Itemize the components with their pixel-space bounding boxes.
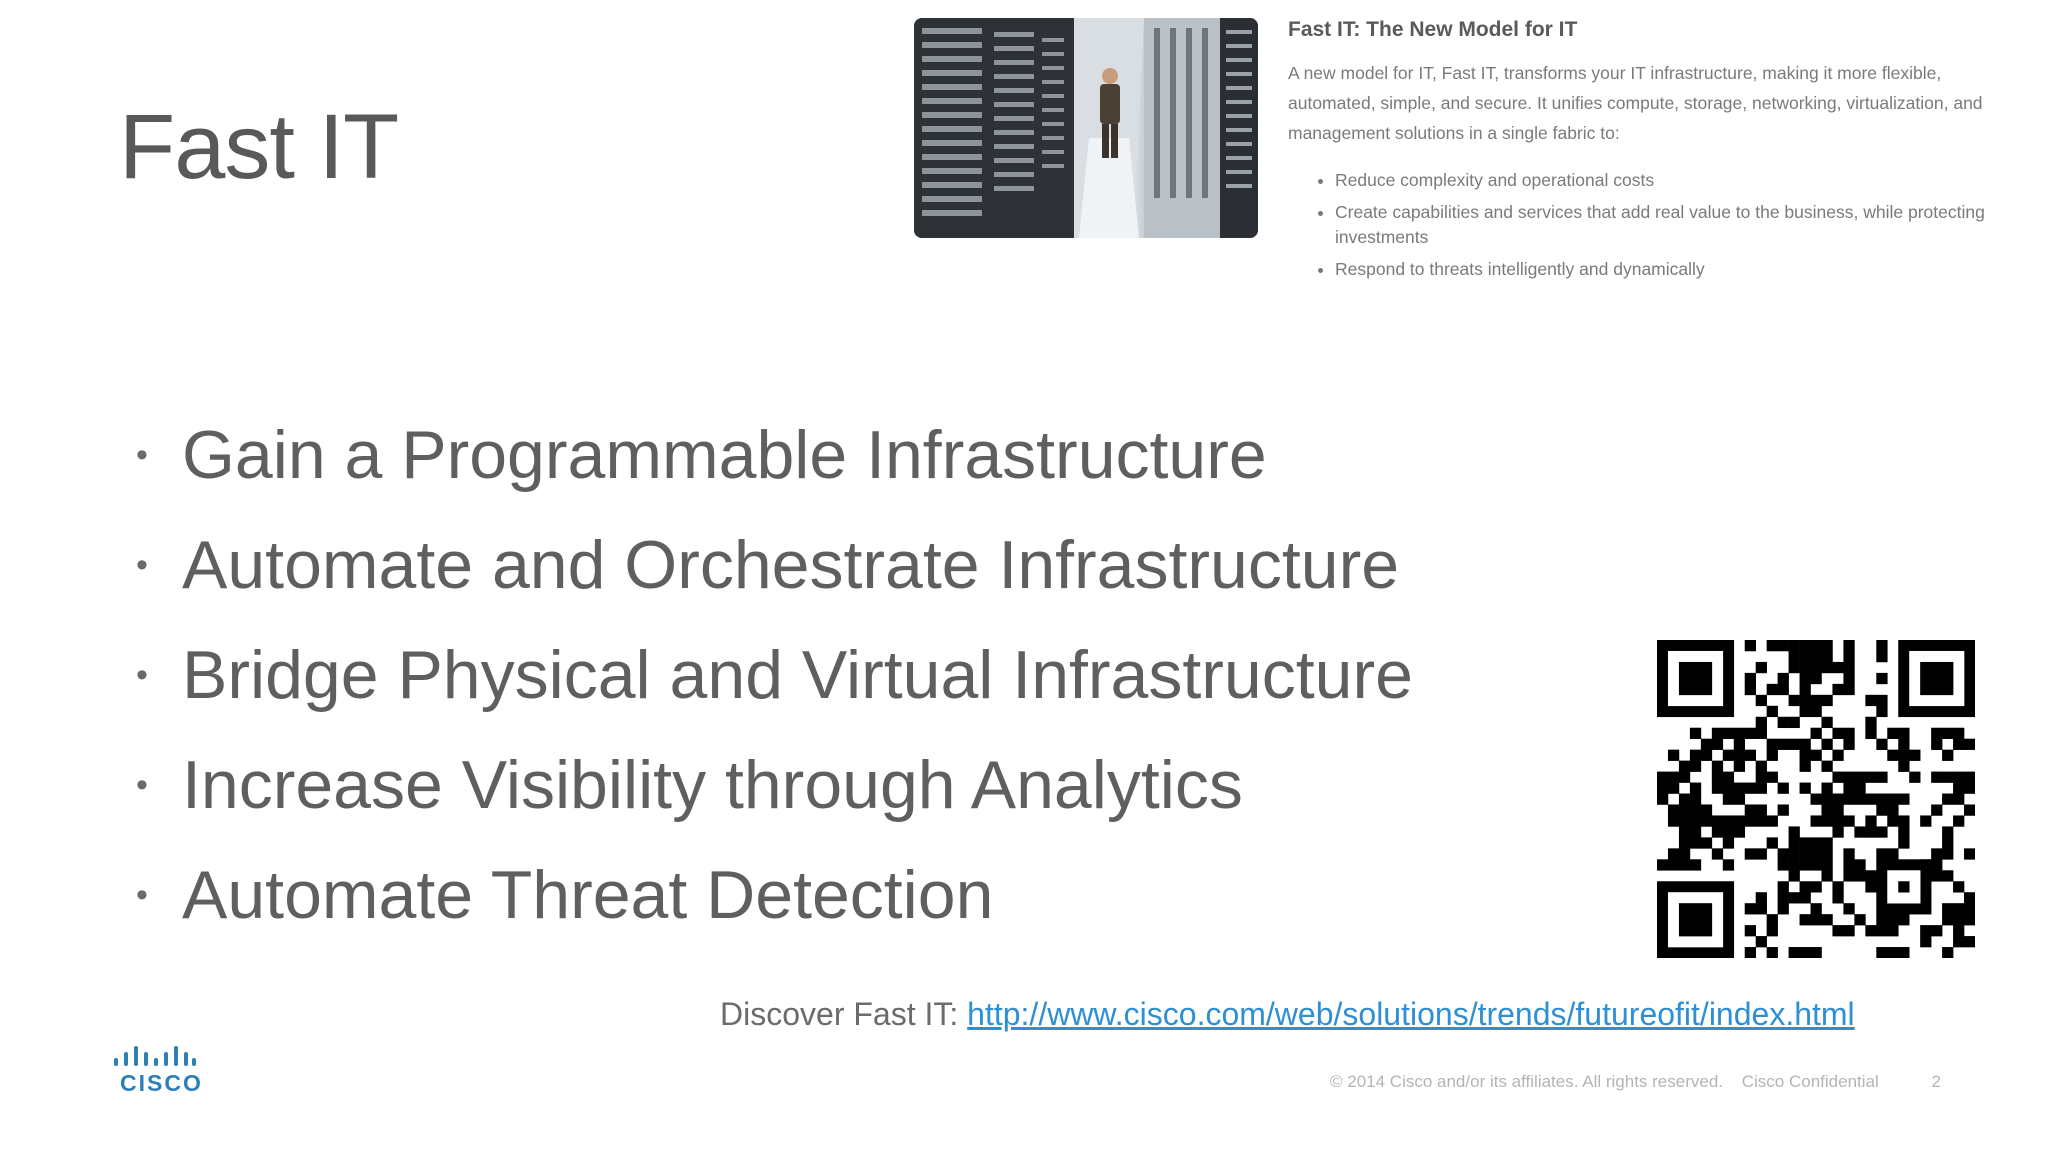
bullet-item <box>130 400 1413 510</box>
bullet-item <box>130 620 1413 730</box>
bullet-text: Automate and Orchestrate Infrastructure <box>182 527 1400 603</box>
server-room-illustration <box>914 18 1258 238</box>
article-list <box>1288 168 2008 282</box>
server-room-photo <box>914 18 1258 238</box>
footer <box>1330 1072 1941 1092</box>
bullet-text: Bridge Physical and Virtual Infrastructure <box>182 637 1413 713</box>
bullet-text: Automate Threat Detection <box>182 857 994 933</box>
footer-copyright: © 2014 Cisco and/or its affiliates. All rights reserved. <box>1330 1072 1724 1091</box>
discover-label: Discover Fast IT: <box>720 996 968 1032</box>
article-list-item: • Respond to threats intelligently and dynamically <box>1335 257 2008 282</box>
bullet-list <box>130 400 1413 950</box>
cisco-bars-icon <box>112 1046 196 1068</box>
bullet-dot-icon: • <box>136 546 148 584</box>
discover-link[interactable]: http://www.cisco.com/web/solutions/trends/futureofit/index.html <box>967 996 1855 1032</box>
article-list-item: • Create capabilities and services that add real value to the business, while protecting investments <box>1335 200 2008 250</box>
article-excerpt <box>1288 18 2008 289</box>
cisco-wordmark: CISCO <box>120 1070 203 1096</box>
slide-title: Fast IT <box>119 96 399 198</box>
article-list-item: • Reduce complexity and operational costs <box>1335 168 2008 193</box>
bullet-dot-icon: • <box>136 766 148 804</box>
discover-line <box>720 996 1855 1033</box>
bullet-item <box>130 840 1413 950</box>
bullet-item <box>130 510 1413 620</box>
bullet-dot-icon: • <box>136 436 148 474</box>
bullet-dot-icon: • <box>136 656 148 694</box>
qr-code-icon <box>1657 640 1975 958</box>
bullet-text: Increase Visibility through Analytics <box>182 747 1243 823</box>
bullet-item <box>130 730 1413 840</box>
footer-confidential: Cisco Confidential <box>1741 1072 1879 1091</box>
article-body: A new model for IT, Fast IT, transforms your IT infrastructure, making it more flexible, automated, simple, and secure. It unifies compute, storage, networking, virtualization, and management solutions in a single fabric to: <box>1288 63 1983 143</box>
article-title: Fast IT: The New Model for IT <box>1288 18 1578 41</box>
page-number: 2 <box>1931 1072 1941 1091</box>
bullet-dot-icon: • <box>136 876 148 914</box>
cisco-logo <box>112 1046 203 1096</box>
bullet-text: Gain a Programmable Infrastructure <box>182 417 1267 493</box>
